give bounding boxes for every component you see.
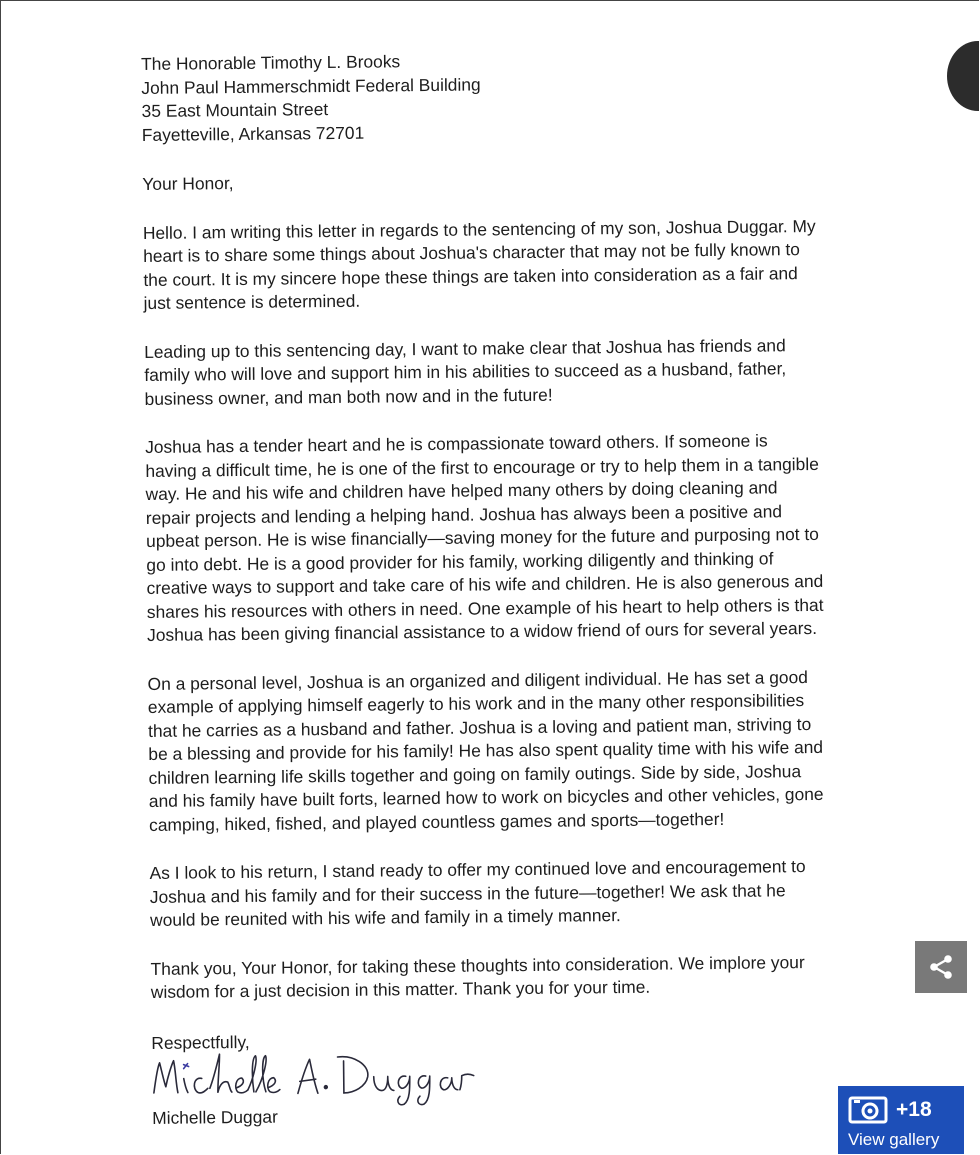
handwritten-signature [147,1041,952,1111]
address-line: The Honorable Timothy L. Brooks [141,51,401,74]
camera-icon [848,1096,888,1124]
text-line: just sentence is determined. [143,290,361,313]
text-line: repair projects and lending a helping hand. Joshua has always been a positive and [145,500,783,528]
paragraph [150,949,950,1004]
signature-drawing [147,1045,528,1111]
paragraph [144,332,945,411]
signer-name: Michelle Duggar [152,1106,278,1128]
text-line: go into debt. He is a good provider for his family, working diligently and thinking of [146,547,774,575]
text-line: Leading up to this sentencing day, I want to make clear that Joshua has friends and [144,334,786,362]
salutation: Your Honor, [142,173,234,194]
paragraph [147,664,949,837]
text-line: way. He and his wife and children have helped many others by doing cleaning and [145,477,778,504]
text-line: camping, hiked, fished, and played countless games and sports—together! [148,808,725,835]
text-line: Joshua has been giving financial assistance to a widow friend of ours for several years. [146,617,818,645]
text-line: creative ways to support and take care of his wife and children. He is also generous and [146,570,824,598]
dark-shape [947,41,979,111]
share-icon [926,952,956,982]
text-line: example of applying himself eagerly to his work and in the many other responsibilities [147,690,805,717]
text-line: that he carries as a husband and father. Joshua is a loving and patient man, striving to [147,713,812,741]
text-line: Joshua and his family and for their success in the future—together! We ask that he [149,879,786,907]
gallery-label: View gallery [848,1130,940,1149]
text-line: upbeat person. He is wise financially—saving money for the future and purposing not to [146,523,820,551]
text-line: wisdom for a just decision in this matter. Thank you for your time. [150,976,651,1002]
text-line: family who will love and support him in his abilities to succeed as a husband, father, [144,358,787,385]
letter-body [141,45,952,1131]
share-button[interactable] [915,941,967,993]
text-line: On a personal level, Joshua is an organized and diligent individual. He has set a good [147,666,808,694]
address-line: John Paul Hammerschmidt Federal Building [141,73,481,98]
gallery-count: +18 [896,1098,932,1121]
text-line: Hello. I am writing this letter in regards to the sentencing of my son, Joshua Duggar. My [142,215,816,243]
text-line: having a difficult time, he is one of the first to encourage or try to help them in a tangible [145,453,819,481]
text-line: and his family have built forts, learned how to work on bicycles and other vehicles, gone [148,783,824,811]
paragraph [149,854,950,933]
text-line: be a blessing and provide for his family! He has also spent quality time with his wife and [148,736,824,764]
text-line: the court. It is my sincere hope these things are taken into consideration as a fair and [143,262,798,290]
closing: Respectfully, [151,1031,250,1053]
text-line: Joshua has a tender heart and he is compassionate toward others. If someone is [145,430,768,457]
text-line: would be reunited with his wife and family in a timely manner. [149,905,621,930]
address-line: Fayetteville, Arkansas 72701 [141,122,365,145]
text-line: Thank you, Your Honor, for taking these thoughts into consideration. We implore your [150,951,805,979]
address-line: 35 East Mountain Street [141,99,329,121]
text-line: shares his resources with others in need. One example of his heart to help others is that [146,594,824,622]
text-line: children learning life skills together and going on family outings. Side by side, Joshua [148,760,802,788]
text-line: heart is to share some things about Joshua's character that may not be fully known to [143,239,800,266]
text-line: business owner, and man both now and in the future! [144,384,553,409]
view-gallery-button[interactable] [838,1086,964,1154]
paragraph [143,213,944,315]
recipient-address [141,45,942,147]
text-line: As I look to his return, I stand ready to offer my continued love and encouragement to [149,856,806,883]
paragraph [145,428,947,648]
